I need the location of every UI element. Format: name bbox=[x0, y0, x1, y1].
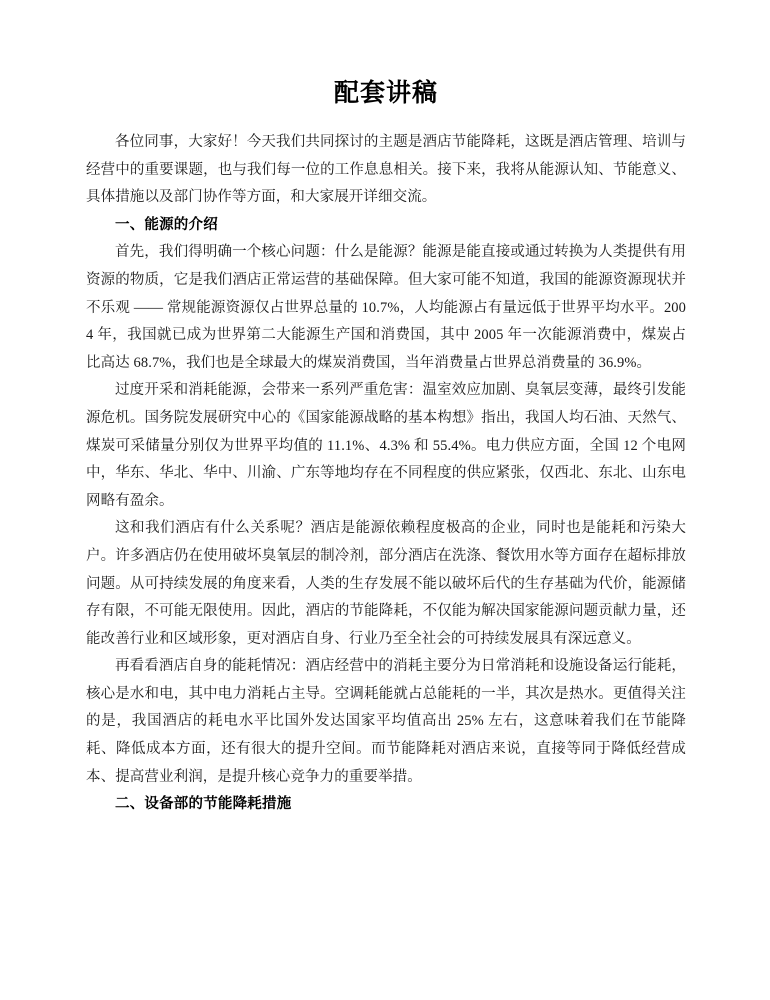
section-heading-one: 一、能源的介绍 bbox=[115, 216, 218, 233]
title-spacer bbox=[86, 108, 686, 129]
section-one-paragraph-3: 这和我们酒店有什么关系呢？酒店是能源依赖程度极高的企业，同时也是能耗和污染大户。许多酒店仍在使用破坏臭氧层的制冷剂，部分酒店在洗涤、餐饮用水等方面存在超标排放问题。从可持续发展的角度来看，人类的生存发展不能以破坏后代的生存基础为代价，能源储存有限，不可能无限使用。因此，酒店的节能降耗，不仅能为解决国家能源问题贡献力量，还能改善行业和区域形象，更对酒店自身、行业乃至全社会的可持续发展具有深远意义。 bbox=[86, 520, 686, 647]
page-title: 配套讲稿 bbox=[333, 78, 438, 107]
document-body bbox=[86, 0, 686, 819]
section-heading-two: 二、设备部的节能降耗措施 bbox=[115, 796, 292, 813]
section-one-paragraph-2: 过度开采和消耗能源，会带来一系列严重危害：温室效应加剧、臭氧层变薄，最终引发能源危机。国务院发展研究中心的《国家能源战略的基本构想》指出，我国人均石油、天然气、煤炭可采储量分别仅为世界平均值的 11.1%、4.3% 和 55.4%。电力供应方面，全国 12 个电网中，华东、华北、华中、川渝、广东等地均存在不同程度的供应紧张，仅西北、东北、山东电网略有盈余。 bbox=[86, 382, 686, 509]
intro-paragraph: 各位同事，大家好！今天我们共同探讨的主题是酒店节能降耗，这既是酒店管理、培训与经营中的重要课题，也与我们每一位的工作息息相关。接下来，我将从能源认知、节能意义、具体措施以及部门协作等方面，和大家展开详细交流。 bbox=[86, 134, 686, 206]
section-one-paragraph-1: 首先，我们得明确一个核心问题：什么是能源？能源是能直接或通过转换为人类提供有用资源的物质，它是我们酒店正常运营的基础保障。但大家可能不知道，我国的能源资源现状并不乐观 —— 常规能源资源仅占世界总量的 10.7%，人均能源占有量远低于世界平均水平。2004 年，我国就已成为世界第二大能源生产国和消费国，其中 2005 年一次能源消费中，煤炭占比高达 68.7%，我们也是全球最大的煤炭消费国，当年消费量占世界总消费量的 36.9%。 bbox=[86, 244, 686, 371]
section-one-paragraph-4: 再看看酒店自身的能耗情况：酒店经营中的消耗主要分为日常消耗和设施设备运行能耗，核心是水和电，其中电力消耗占主导。空调耗能就占总能耗的一半，其次是热水。更值得关注的是，我国酒店的耗电水平比国外发达国家平均值高出 25% 左右，这意味着我们在节能降耗、降低成本方面，还有很大的提升空间。而节能降耗对酒店来说，直接等同于降低经营成本、提高营业利润，是提升核心竞争力的重要举措。 bbox=[86, 658, 686, 785]
